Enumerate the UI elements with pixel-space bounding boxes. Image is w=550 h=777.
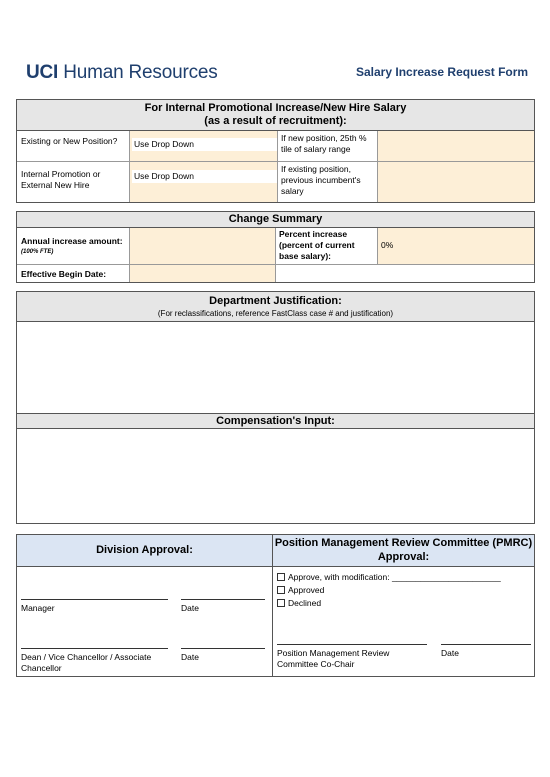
justification-textarea[interactable] <box>17 322 534 413</box>
dean-date-label: Date <box>181 652 199 662</box>
percentile-field[interactable] <box>377 131 534 161</box>
incumbent-field[interactable] <box>377 161 534 202</box>
pmrc-approval-header <box>273 535 534 567</box>
pmrc-approval-title: Position Management Review Committee (PMRC) Approval: <box>274 537 533 563</box>
promotion-hire-field[interactable] <box>129 161 277 202</box>
promotional-section <box>16 99 535 203</box>
approved-label: Approved <box>288 585 325 595</box>
percent-increase-field[interactable] <box>377 228 534 264</box>
change-summary-header: Change Summary <box>17 212 534 228</box>
justification-section <box>16 291 535 524</box>
dean-label: Dean / Vice Chancellor / Associate Chancellor <box>21 652 152 673</box>
pmrc-date-label: Date <box>441 648 459 658</box>
annual-increase-text: Annual increase amount: <box>21 236 123 246</box>
compensation-header: Compensation's Input: <box>17 413 534 429</box>
form-title: Salary Increase Request Form <box>356 65 529 79</box>
justification-header <box>17 292 534 322</box>
annual-increase-label <box>21 236 131 258</box>
change-summary-section <box>16 211 535 283</box>
existing-new-value: Use Drop Down <box>132 138 277 151</box>
manager-date-label: Date <box>181 603 199 613</box>
division-approval-header <box>17 535 273 567</box>
approved-checkbox[interactable] <box>277 586 285 594</box>
percent-increase-label: Percent increase (percent of current base salary): <box>275 228 377 264</box>
manager-signature-line[interactable] <box>21 599 168 600</box>
dean-date-line[interactable] <box>181 648 265 649</box>
logo-text: Human Resources <box>58 62 218 83</box>
approve-modification-checkbox[interactable] <box>277 573 285 581</box>
existing-new-field[interactable] <box>129 131 277 161</box>
manager-date-line[interactable] <box>181 599 265 600</box>
approve-modification-option[interactable] <box>277 572 532 583</box>
dean-signature-line[interactable] <box>21 648 168 649</box>
incumbent-label: If existing position, previous incumbent's salary <box>277 161 377 202</box>
declined-label: Declined <box>288 598 322 608</box>
logo-bold: UCI <box>26 62 59 83</box>
effective-date-label: Effective Begin Date: <box>17 264 129 282</box>
pmrc-date-line[interactable] <box>441 644 531 645</box>
existing-new-label: Existing or New Position? <box>21 136 118 146</box>
percentile-label: If new position, 25th % tile of salary range <box>277 131 377 161</box>
effective-date-blank <box>275 264 534 282</box>
approved-option[interactable] <box>277 585 477 596</box>
promotional-title-line2: (as a result of recruitment): <box>204 115 347 127</box>
approval-divider <box>272 567 273 676</box>
effective-date-field[interactable] <box>129 264 275 282</box>
division-approval-title: Division Approval: <box>96 544 193 556</box>
justification-title: Department Justification: <box>209 295 342 307</box>
approve-modification-label: Approve, with modification: _______________________ <box>288 572 501 582</box>
approval-section <box>16 534 535 677</box>
promotional-title-line1: For Internal Promotional Increase/New Hire Salary <box>144 102 407 114</box>
promotion-hire-value: Use Drop Down <box>132 170 277 183</box>
percent-increase-value: 0% <box>381 240 394 250</box>
justification-subtitle: (For reclassifications, reference FastClass case # and justification) <box>157 309 394 318</box>
uci-hr-logo <box>26 62 218 84</box>
declined-option[interactable] <box>277 598 477 609</box>
annual-increase-field[interactable] <box>129 228 275 264</box>
promotional-header <box>17 100 534 131</box>
compensation-textarea[interactable] <box>17 429 534 523</box>
manager-label: Manager <box>21 603 55 613</box>
declined-checkbox[interactable] <box>277 599 285 607</box>
annual-increase-sub: (100% FTE) <box>21 249 54 255</box>
promotion-hire-label: Internal Promotion or External New Hire <box>17 161 129 202</box>
pmrc-sign-label: Position Management Review Committee Co-Chair <box>277 648 390 669</box>
pmrc-signature-line[interactable] <box>277 644 427 645</box>
